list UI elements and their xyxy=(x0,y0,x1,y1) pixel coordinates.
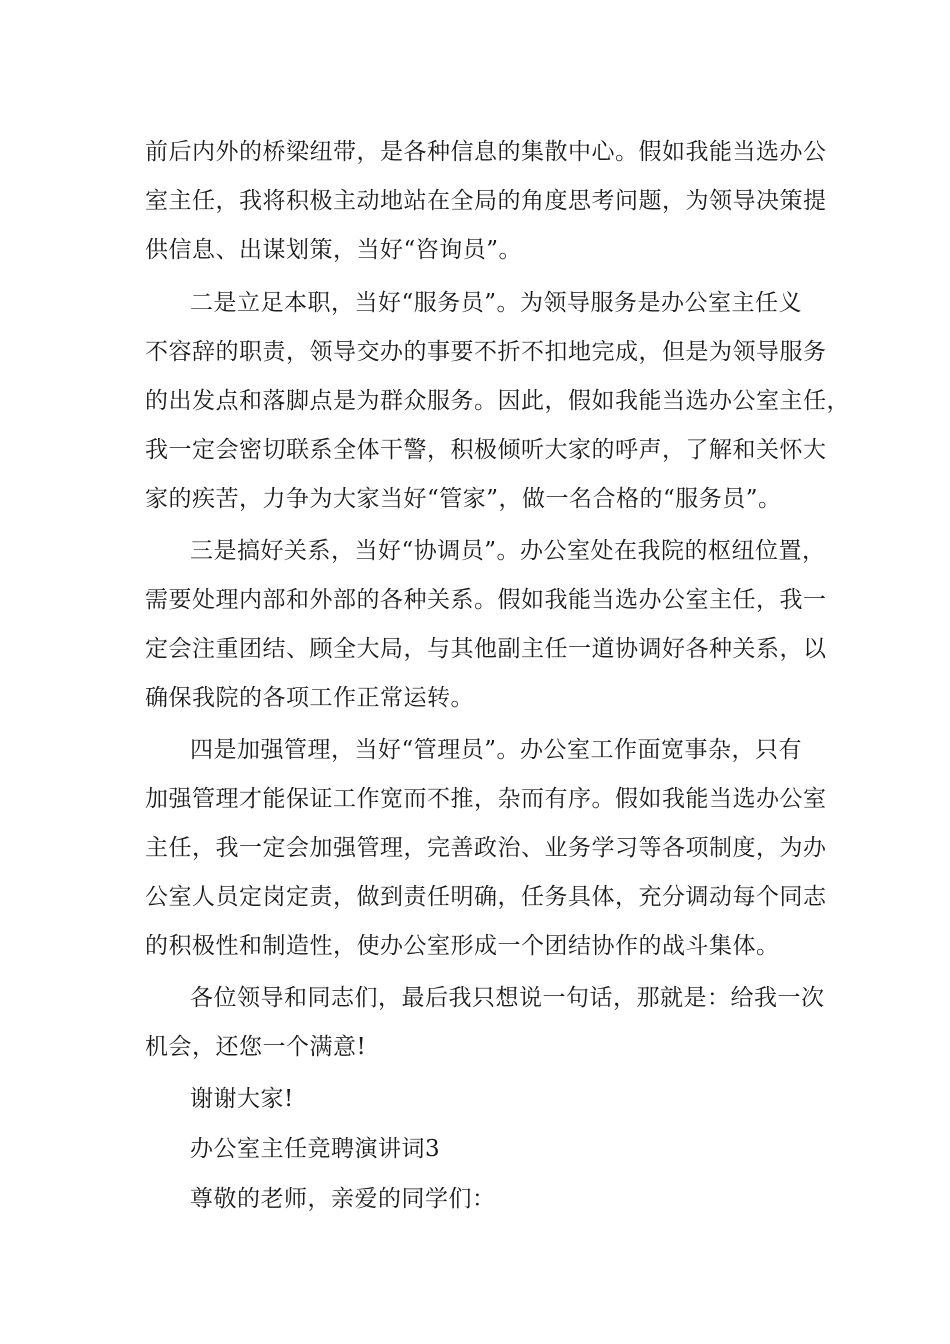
paragraph-start: 四是加强管理，当好“管理员”。办公室工作面宽事杂，只有 xyxy=(190,737,803,763)
paragraph-start: 各位领导和同志们，最后我只想说一句话，那就是：给我一次 xyxy=(190,985,825,1011)
text-line: 定会注重团结、顾全大局，与其他副主任一道协调好各种关系，以 xyxy=(145,636,827,662)
text-line: 室主任，我将积极主动地站在全局的角度思考问题，为领导决策提 xyxy=(145,188,827,214)
paragraph-start: 二是立足本职，当好“服务员”。为领导服务是办公室主任义 xyxy=(190,290,803,316)
text-line: 家的疾苦，力争为大家当好“管家”，做一名合格的“服务员”。 xyxy=(145,486,782,512)
text-line: 不容辞的职责，领导交办的事要不折不扣地完成，但是为领导服务 xyxy=(145,339,827,365)
text-line: 机会，还您一个满意! xyxy=(145,1034,367,1060)
salutation: 尊敬的老师，亲爱的同学们： xyxy=(190,1186,496,1212)
text-line: 前后内外的桥梁纽带，是各种信息的集散中心。假如我能当选办公 xyxy=(145,139,827,165)
text-line: 确保我院的各项工作正常运转。 xyxy=(145,685,474,711)
text-line: 需要处理内部和外部的各种关系。假如我能当选办公室主任，我一 xyxy=(145,587,827,613)
closing-thanks: 谢谢大家! xyxy=(190,1086,294,1112)
text-line: 的积极性和制造性，使办公室形成一个团结协作的战斗集体。 xyxy=(145,933,780,959)
section-title: 办公室主任竞聘演讲词3 xyxy=(190,1136,441,1162)
text-line: 我一定会密切联系全体干警，积极倾听大家的呼声，了解和关怀大 xyxy=(145,437,827,463)
text-line: 供信息、出谋划策，当好“咨询员”。 xyxy=(145,237,523,263)
text-line: 的出发点和落脚点是为群众服务。因此，假如我能当选办公室主任， xyxy=(145,388,850,414)
text-line: 公室人员定岗定责，做到责任明确，任务具体，充分调动每个同志 xyxy=(145,884,827,910)
text-line: 加强管理才能保证工作宽而不推，杂而有序。假如我能当选办公室 xyxy=(145,786,827,812)
text-line: 主任，我一定会加强管理，完善政治、业务学习等各项制度，为办 xyxy=(145,835,827,861)
paragraph-start: 三是搞好关系，当好“协调员”。办公室处在我院的枢纽位置， xyxy=(190,538,826,564)
